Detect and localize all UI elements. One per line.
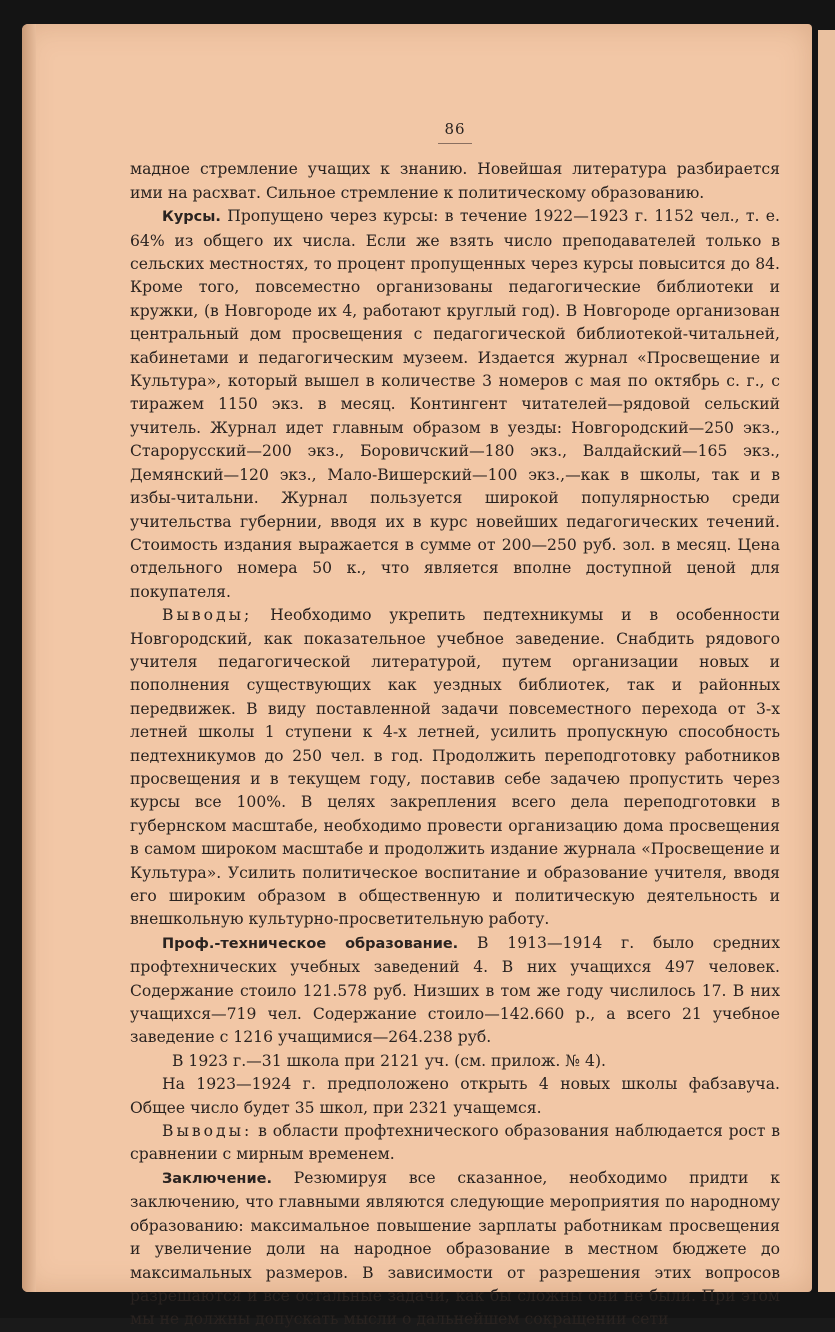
text-block	[130, 118, 780, 1332]
page-number-text: 86	[438, 118, 471, 144]
paragraph-lead: Выводы:	[162, 1122, 253, 1141]
paragraph-prof-tech	[130, 932, 780, 1050]
paragraph-text: В 1923 г.—31 школа при 2121 уч. (см. прилож. № 4).	[172, 1051, 606, 1070]
paragraph-text: в области профтехнического образования наблюдается рост в сравнении с мирным временем.	[130, 1122, 780, 1164]
paragraph-text: мадное стремление учащих к знанию. Новейшая литература разбирается ими на расхват. Сильное стремление к политическому образованию.	[130, 160, 780, 202]
paragraph-conclusions-1	[130, 604, 780, 932]
page-number	[130, 118, 780, 144]
next-page-edge	[818, 30, 835, 1292]
paragraph-text: Необходимо укрепить педтехникумы и в особенности Новгородский, как показательное учебное заведение. Снабдить рядового учителя педагогической литературой, путем организации новых и пополнения существующих как уездных библиотек, так и районных передвижек. В виду поставленной задачи повсеместного перехода от 3-х летней школы 1 ступени к 4-х летней, усилить пропускную способность педтехникумов до 250 чел. в год. Продолжить переподготовку работников просвещения и в текущем году, поставив себе задачею пропустить через курсы все 100%. В целях закрепления всего дела переподготовки в губернском масштабе, необходимо провести организацию дома просвещения в самом широком масштабе и продолжить издание журнала «Просвещение и Культура». Усилить политическое воспитание и образование учителя, вводя его широким образом в общественную и политическую деятельность и внешкольную культурно-просветительную работу.	[130, 606, 780, 929]
paragraph-lead: Выводы;	[162, 606, 253, 625]
paragraph-summary	[130, 1167, 780, 1332]
paragraph-conclusions-2	[130, 1120, 780, 1167]
paragraph-lead: Проф.-техническое образование.	[162, 935, 459, 952]
paragraph-1923-1924	[130, 1073, 780, 1120]
paragraph-text: На 1923—1924 г. предположено открыть 4 новых школы фабзавуча. Общее число будет 35 школ, при 2321 учащемся.	[130, 1075, 780, 1117]
paragraph-continuation	[130, 158, 780, 205]
paragraph-text: В 1913—1914 г. было средних профтехнических учебных заведений 4. В них учащихся 497 человек. Содержание стоило 121.578 руб. Низших в том же году числилось 17. В них учащихся—719 чел. Содержание стоило—142.660 р., а всего 21 учебное заведение с 1216 учащимися—264.238 руб.	[130, 933, 780, 1047]
paragraph-lead: Курсы.	[162, 209, 221, 226]
paragraph-1923	[130, 1050, 780, 1073]
paragraph-lead: Заключение.	[162, 1170, 272, 1187]
paragraph-courses	[130, 205, 780, 604]
paragraph-text: Пропущено через курсы: в течение 1922—1923 г. 1152 чел., т. е. 64% из общего их числа. Если же взять число преподавателей только в сельских местностях, то процент пропущенных через курсы повысится до 84. Кроме того, повсеместно организованы педагогические библиотеки и кружки, (в Новгороде их 4, работают круглый год). В Новгороде организован центральный дом просвещения с педагогической библиотекой-читальней, кабинетами и педагогическим музеем. Издается журнал «Просвещение и Культура», который вышел в количестве 3 номеров с мая по октябрь с. г., с тиражем 1150 экз. в месяц. Контингент читателей—рядовой сельский учитель. Журнал идет главным образом в уезды: Новгородский—250 экз., Старорусский—200 экз., Боровичский—180 экз., Валдайский—165 экз., Демянский—120 экз., Мало-Вишерский—100 экз.,—как в школы, так и в избы-читальни. Журнал пользуется широкой популярностью среди учительства губернии, вводя их в курс новейших педагогических течений. Стоимость издания выражается в сумме от 200—250 руб. зол. в месяц. Цена отдельного номера 50 к., что является вполне доступной ценой для покупателя.	[130, 207, 780, 601]
page-binding-edge	[22, 24, 36, 1292]
paragraph-text: Резюмируя все сказанное, необходимо придти к заключению, что главными являются следующие мероприятия по народному образованию: максимальное повышение зарплаты работникам просвещения и увеличение доли на народное образование в местном бюджете до максимальных размеров. В зависимости от разрешения этих вопросов разрешаются и все остальные задачи, как бы сложны они не были. При этом мы не должны допускать мысли о дальнейшем сокращении сети	[130, 1168, 780, 1329]
